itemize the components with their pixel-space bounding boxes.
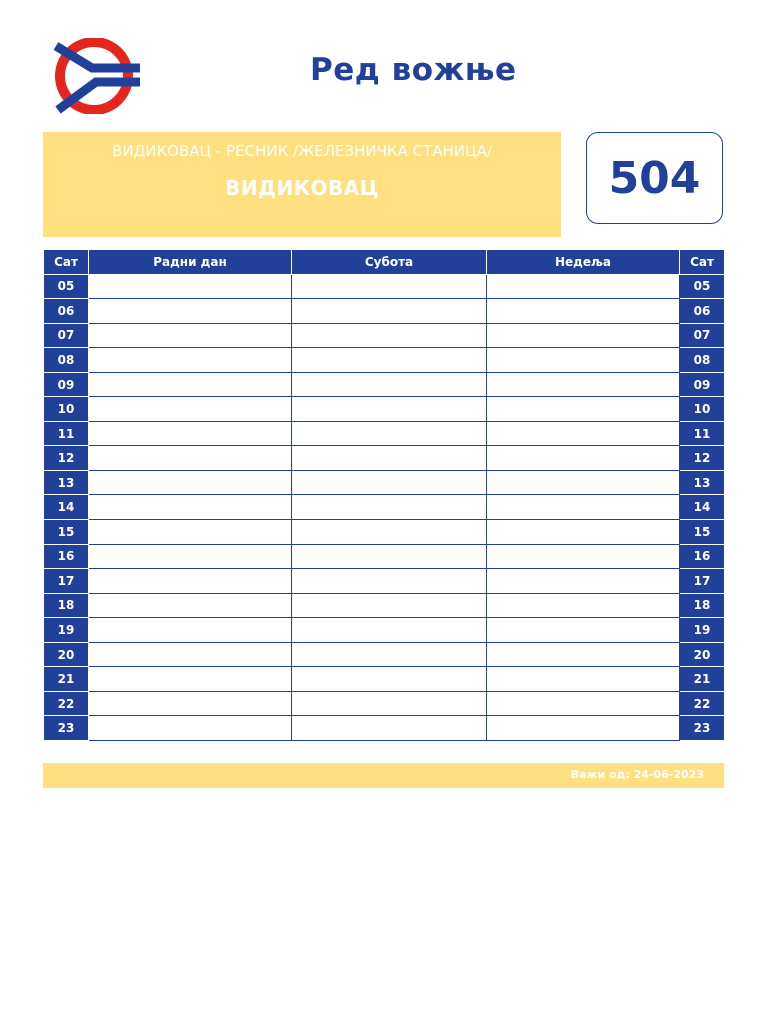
hour-label-right: 22 (680, 691, 725, 716)
hour-label-left: 09 (44, 372, 89, 397)
sunday-cell (487, 520, 680, 545)
table-row (44, 372, 725, 397)
hour-label-left: 10 (44, 397, 89, 422)
saturday-cell (292, 667, 487, 692)
page-title: Ред вожње (310, 52, 517, 88)
hour-label-left: 07 (44, 323, 89, 348)
table-row (44, 691, 725, 716)
weekday-cell (89, 642, 292, 667)
hour-label-right: 23 (680, 716, 725, 741)
table-row (44, 397, 725, 422)
saturday-cell (292, 348, 487, 373)
weekday-cell (89, 446, 292, 471)
hour-label-right: 08 (680, 348, 725, 373)
saturday-cell (292, 446, 487, 471)
sunday-cell (487, 323, 680, 348)
weekday-cell (89, 274, 292, 299)
sunday-cell (487, 593, 680, 618)
saturday-cell (292, 495, 487, 520)
weekday-cell (89, 323, 292, 348)
hour-label-left: 22 (44, 691, 89, 716)
sunday-cell (487, 446, 680, 471)
table-row (44, 348, 725, 373)
sunday-cell (487, 348, 680, 373)
hour-label-left: 20 (44, 642, 89, 667)
hour-label-right: 09 (680, 372, 725, 397)
table-row (44, 446, 725, 471)
header-sunday: Недеља (487, 250, 680, 275)
hour-label-left: 21 (44, 667, 89, 692)
logo-mark-icon (52, 38, 144, 114)
saturday-cell (292, 470, 487, 495)
hour-label-left: 05 (44, 274, 89, 299)
hour-label-right: 12 (680, 446, 725, 471)
saturday-cell (292, 274, 487, 299)
hour-label-right: 18 (680, 593, 725, 618)
sunday-cell (487, 716, 680, 741)
header-saturday: Субота (292, 250, 487, 275)
sunday-cell (487, 299, 680, 324)
hour-label-left: 15 (44, 520, 89, 545)
weekday-cell (89, 716, 292, 741)
table-row (44, 642, 725, 667)
sunday-cell (487, 642, 680, 667)
table-row (44, 569, 725, 594)
weekday-cell (89, 618, 292, 643)
saturday-cell (292, 299, 487, 324)
hour-label-right: 07 (680, 323, 725, 348)
hour-label-right: 10 (680, 397, 725, 422)
sunday-cell (487, 397, 680, 422)
weekday-cell (89, 299, 292, 324)
sunday-cell (487, 372, 680, 397)
hour-label-right: 17 (680, 569, 725, 594)
weekday-cell (89, 691, 292, 716)
sunday-cell (487, 274, 680, 299)
header-weekday: Радни дан (89, 250, 292, 275)
weekday-cell (89, 495, 292, 520)
weekday-cell (89, 397, 292, 422)
hour-label-right: 15 (680, 520, 725, 545)
footer-bar (43, 763, 724, 788)
saturday-cell (292, 372, 487, 397)
hour-label-right: 06 (680, 299, 725, 324)
saturday-cell (292, 618, 487, 643)
saturday-cell (292, 593, 487, 618)
hour-label-right: 14 (680, 495, 725, 520)
header-hour-right: Сат (680, 250, 725, 275)
table-row (44, 544, 725, 569)
weekday-cell (89, 593, 292, 618)
table-row (44, 520, 725, 545)
company-logo (52, 38, 144, 114)
table-row (44, 323, 725, 348)
sunday-cell (487, 421, 680, 446)
saturday-cell (292, 642, 487, 667)
hour-label-left: 13 (44, 470, 89, 495)
saturday-cell (292, 323, 487, 348)
weekday-cell (89, 544, 292, 569)
saturday-cell (292, 691, 487, 716)
table-row (44, 667, 725, 692)
sunday-cell (487, 495, 680, 520)
timetable-header-row (44, 250, 725, 275)
hour-label-left: 08 (44, 348, 89, 373)
line-number-badge: 504 (586, 132, 723, 224)
table-row (44, 495, 725, 520)
table-row (44, 299, 725, 324)
table-row (44, 618, 725, 643)
table-row (44, 274, 725, 299)
hour-label-left: 11 (44, 421, 89, 446)
sunday-cell (487, 569, 680, 594)
weekday-cell (89, 372, 292, 397)
route-panel (43, 132, 561, 237)
saturday-cell (292, 520, 487, 545)
route-description: ВИДИКОВАЦ - РЕСНИК /ЖЕЛЕЗНИЧКА СТАНИЦА/ (112, 142, 492, 160)
saturday-cell (292, 397, 487, 422)
timetable-body (44, 274, 725, 740)
sunday-cell (487, 618, 680, 643)
weekday-cell (89, 421, 292, 446)
hour-label-left: 17 (44, 569, 89, 594)
saturday-cell (292, 544, 487, 569)
sunday-cell (487, 691, 680, 716)
hour-label-left: 06 (44, 299, 89, 324)
hour-label-left: 12 (44, 446, 89, 471)
hour-label-right: 19 (680, 618, 725, 643)
sunday-cell (487, 470, 680, 495)
hour-label-left: 16 (44, 544, 89, 569)
sunday-cell (487, 544, 680, 569)
valid-from-label: Важи од: 24-06-2023 (570, 768, 704, 781)
hour-label-right: 05 (680, 274, 725, 299)
hour-label-right: 16 (680, 544, 725, 569)
weekday-cell (89, 470, 292, 495)
table-row (44, 716, 725, 741)
hour-label-left: 19 (44, 618, 89, 643)
saturday-cell (292, 421, 487, 446)
hour-label-left: 14 (44, 495, 89, 520)
stop-name: ВИДИКОВАЦ (225, 176, 379, 200)
saturday-cell (292, 569, 487, 594)
hour-label-right: 13 (680, 470, 725, 495)
header-hour-left: Сат (44, 250, 89, 275)
sunday-cell (487, 667, 680, 692)
table-row (44, 470, 725, 495)
table-row (44, 593, 725, 618)
weekday-cell (89, 348, 292, 373)
hour-label-left: 23 (44, 716, 89, 741)
weekday-cell (89, 520, 292, 545)
weekday-cell (89, 667, 292, 692)
table-row (44, 421, 725, 446)
timetable (43, 249, 725, 741)
hour-label-right: 11 (680, 421, 725, 446)
hour-label-right: 21 (680, 667, 725, 692)
weekday-cell (89, 569, 292, 594)
saturday-cell (292, 716, 487, 741)
hour-label-right: 20 (680, 642, 725, 667)
hour-label-left: 18 (44, 593, 89, 618)
